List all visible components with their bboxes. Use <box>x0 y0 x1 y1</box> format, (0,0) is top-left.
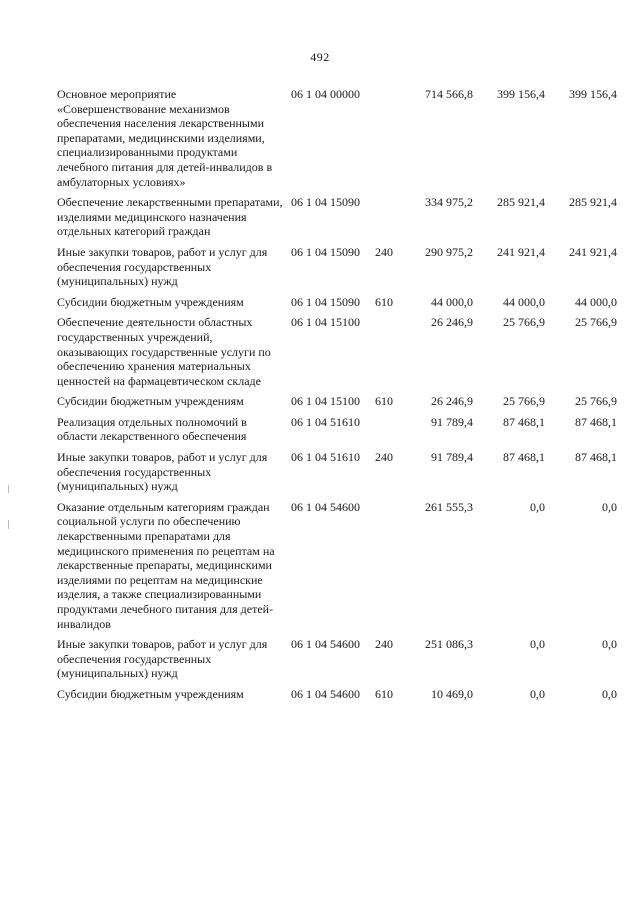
row-target-code: 06 1 04 54600 <box>291 637 360 652</box>
row-name: Оказание отдельным категориям граждан социальной услуги по обеспечению лекарственными препаратами для медицинского применения по рецептам на лекарственные препараты, медицинскими изделиями по рецептам на медицинские изделия, а также специализированными продуктами лечебного питания для детей-инвалидов <box>57 499 275 631</box>
row-amount-3: 25 766,9 <box>575 315 617 330</box>
row-amount-2: 0,0 <box>530 499 545 514</box>
row-target-code: 06 1 04 54600 <box>291 499 360 514</box>
table-row <box>57 195 617 245</box>
row-name: Иные закупки товаров, работ и услуг для обеспечения государственных (муниципальных) нужд <box>57 244 268 289</box>
row-name: Субсидии бюджетным учреждениям <box>57 394 244 409</box>
row-amount-3: 241 921,4 <box>569 244 617 259</box>
row-target-code: 06 1 04 54600 <box>291 686 360 701</box>
row-expense-type: 610 <box>375 294 393 309</box>
row-amount-2: 44 000,0 <box>503 294 545 309</box>
table-row <box>57 245 617 295</box>
row-target-code: 06 1 04 15090 <box>291 195 360 210</box>
row-name: Основное мероприятие «Совершенствование механизмов обеспечения населения лекарственными препаратами, медицинскими изделиями, специализированными продуктами лечебного питания для детей-инвалидов в амбулаторных условиях» <box>57 87 273 189</box>
scan-margin-mark <box>8 485 9 493</box>
row-expense-type <box>375 415 397 450</box>
row-name: Субсидии бюджетным учреждениям <box>57 686 244 701</box>
row-name: Иные закупки товаров, работ и услуг для обеспечения государственных (муниципальных) нужд <box>57 637 268 681</box>
row-name: Обеспечение лекарственными препаратами, изделиями медицинского назначения отдельных категорий граждан <box>57 195 283 239</box>
row-name: Реализация отдельных полномочий в области лекарственного обеспечения <box>57 414 247 444</box>
row-expense-type <box>375 315 397 394</box>
row-name: Иные закупки товаров, работ и услуг для обеспечения государственных (муниципальных) нужд <box>57 450 268 494</box>
row-amount-1: 44 000,0 <box>431 294 473 309</box>
row-amount-1: 714 566,8 <box>425 87 473 101</box>
row-amount-2: 87 468,1 <box>503 450 545 465</box>
table-row <box>57 637 617 687</box>
row-target-code: 06 1 04 51610 <box>291 414 360 429</box>
row-amount-1: 261 555,3 <box>425 499 473 514</box>
row-amount-1: 10 469,0 <box>431 686 473 701</box>
row-expense-type <box>375 87 397 195</box>
row-amount-3: 87 468,1 <box>575 414 617 429</box>
page-number: 492 <box>310 50 330 64</box>
row-amount-2: 285 921,4 <box>497 195 545 210</box>
row-amount-3: 0,0 <box>602 499 617 514</box>
budget-table-body <box>57 87 617 708</box>
row-amount-2: 25 766,9 <box>503 315 545 330</box>
row-amount-3: 0,0 <box>602 637 617 652</box>
row-amount-1: 334 975,2 <box>425 195 473 210</box>
row-expense-type <box>375 195 397 245</box>
row-expense-type: 240 <box>375 244 393 259</box>
table-row <box>57 87 617 195</box>
row-expense-type: 610 <box>375 394 393 409</box>
table-row <box>57 500 617 637</box>
row-target-code: 06 1 04 15090 <box>291 294 360 309</box>
row-amount-3: 399 156,4 <box>569 87 617 101</box>
row-name: Субсидии бюджетным учреждениям <box>57 294 244 309</box>
row-amount-1: 251 086,3 <box>425 637 473 652</box>
row-amount-3: 0,0 <box>602 686 617 701</box>
row-amount-1: 91 789,4 <box>431 450 473 465</box>
row-amount-3: 285 921,4 <box>569 195 617 210</box>
row-amount-1: 91 789,4 <box>431 414 473 429</box>
row-amount-1: 26 246,9 <box>431 394 473 409</box>
table-row <box>57 315 617 394</box>
budget-table <box>57 87 617 708</box>
row-amount-2: 25 766,9 <box>503 394 545 409</box>
row-amount-1: 290 975,2 <box>425 244 473 259</box>
table-row <box>57 687 617 708</box>
row-amount-2: 87 468,1 <box>503 414 545 429</box>
row-target-code: 06 1 04 00000 <box>291 87 360 101</box>
row-target-code: 06 1 04 15090 <box>291 244 360 259</box>
table-row <box>57 415 617 450</box>
table-row <box>57 450 617 500</box>
table-row <box>57 394 617 415</box>
row-amount-3: 87 468,1 <box>575 450 617 465</box>
row-amount-2: 399 156,4 <box>497 87 545 101</box>
row-target-code: 06 1 04 51610 <box>291 450 360 465</box>
scan-margin-mark <box>8 520 9 529</box>
row-amount-2: 241 921,4 <box>497 244 545 259</box>
row-name: Обеспечение деятельности областных государственных учреждений, оказывающих государственные услуги по обеспечению хранения материальных ценностей на фармацевтическом складе <box>57 315 271 388</box>
row-expense-type: 240 <box>375 637 393 652</box>
row-target-code: 06 1 04 15100 <box>291 394 360 409</box>
row-amount-1: 26 246,9 <box>431 315 473 330</box>
row-target-code: 06 1 04 15100 <box>291 315 360 330</box>
row-amount-2: 0,0 <box>530 637 545 652</box>
row-expense-type: 240 <box>375 450 393 465</box>
row-expense-type <box>375 500 397 637</box>
row-amount-2: 0,0 <box>530 686 545 701</box>
row-amount-3: 25 766,9 <box>575 394 617 409</box>
row-expense-type: 610 <box>375 686 393 701</box>
table-row <box>57 295 617 316</box>
row-amount-3: 44 000,0 <box>575 294 617 309</box>
